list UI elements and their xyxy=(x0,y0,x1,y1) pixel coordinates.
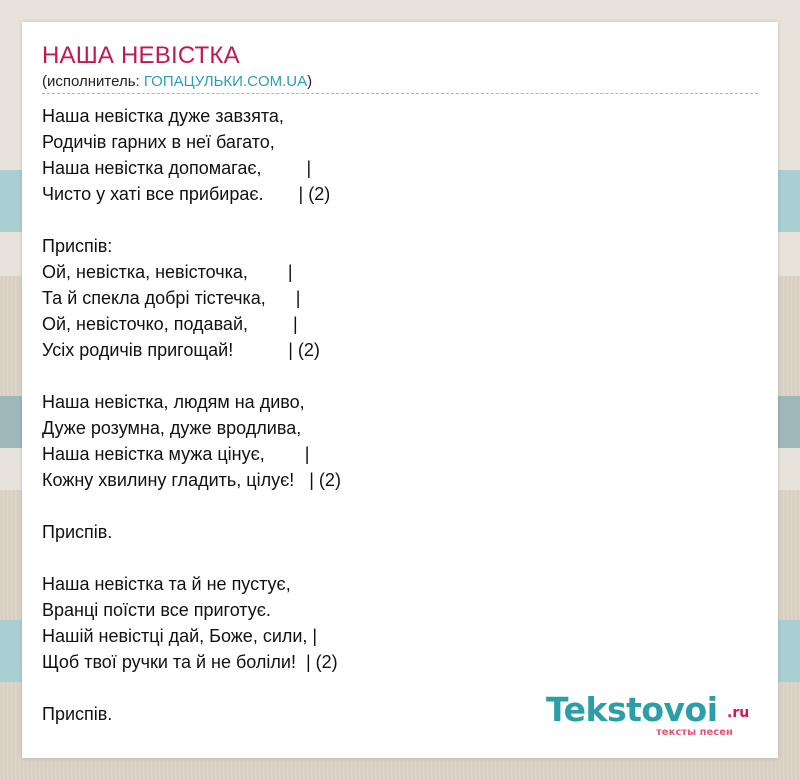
artist-prefix: (исполнитель: xyxy=(42,73,144,90)
site-logo xyxy=(546,690,776,740)
song-title: НАША НЕВІСТКА xyxy=(42,42,240,69)
lyrics-card xyxy=(22,22,778,758)
lyrics-line: Приспів: xyxy=(42,236,113,256)
lyrics-line: Кожну хвилину гладить, цілує! | (2) xyxy=(42,470,341,490)
lyrics-line: Щоб твої ручки та й не боліли! | (2) xyxy=(42,652,338,672)
lyrics-line xyxy=(42,207,341,233)
lyrics-line: Ой, невістка, невісточка, | xyxy=(42,262,293,282)
logo-name: Tekstovoi xyxy=(546,690,718,729)
lyrics-line: Наша невістка допомагає, | xyxy=(42,158,312,178)
lyrics-line: Вранці поїсти все приготує. xyxy=(42,600,271,620)
divider xyxy=(42,93,758,94)
lyrics-line: Наша невістка та й не пустує, xyxy=(42,574,291,594)
lyrics-line: Усіх родичів пригощай! | (2) xyxy=(42,340,320,360)
lyrics-line: Наша невістка мужа цінує, | xyxy=(42,444,310,464)
logo-tagline: тексты песен xyxy=(656,727,733,738)
lyrics-line: Ой, невісточко, подавай, | xyxy=(42,314,298,334)
lyrics-line: Дуже розумна, дуже вродлива, xyxy=(42,418,302,438)
lyrics-line: Наша невістка дуже завзята, xyxy=(42,106,284,126)
lyrics-line xyxy=(42,493,341,519)
lyrics-line: Наша невістка, людям на диво, xyxy=(42,392,305,412)
lyrics-line xyxy=(42,545,341,571)
lyrics-line: Чисто у хаті все прибирає. | (2) xyxy=(42,184,331,204)
lyrics-text xyxy=(42,103,341,727)
lyrics-line: Та й спекла добрі тістечка, | xyxy=(42,288,301,308)
lyrics-line: Приспів. xyxy=(42,704,113,724)
lyrics-line xyxy=(42,675,341,701)
logo-tld: .ru xyxy=(727,705,750,721)
artist-line xyxy=(42,73,312,90)
artist-link[interactable]: ГОПАЦУЛЬКИ.COM.UA xyxy=(143,73,308,90)
lyrics-line: Приспів. xyxy=(42,522,113,542)
artist-suffix: ) xyxy=(307,73,313,90)
lyrics-line: Родичів гарних в неї багато, xyxy=(42,132,275,152)
lyrics-line xyxy=(42,363,341,389)
lyrics-line: Нашій невістці дай, Боже, сили, | xyxy=(42,626,318,646)
